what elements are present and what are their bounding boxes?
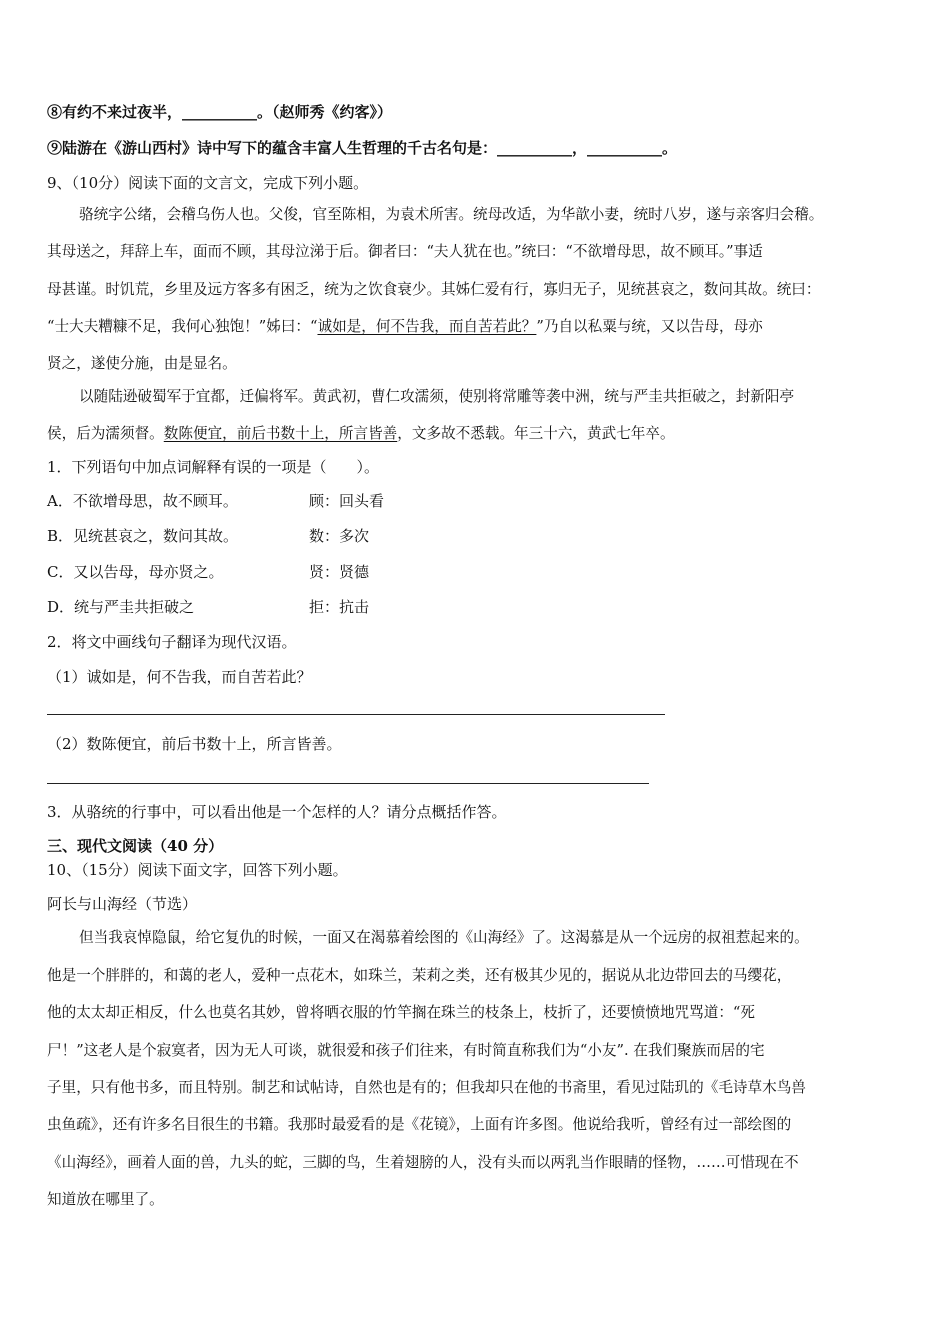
q10-line-4: 尸！”这老人是个寂寞者，因为无人可谈，就很爱和孩子们往来，有时简直称我们为“小友”. 在我们聚族而居的宅: [47, 1042, 765, 1059]
q9-para1-line5: 贤之，遂使分施，由是显名。: [47, 355, 237, 372]
q9-para2-line1: 以随陆逊破蜀军于宜都，迁偏将军。黄武初，曹仁攻濡须，使别将常雕等袭中洲，统与严圭共拒破之，封新阳亭: [79, 388, 795, 405]
underlined-sentence-1: 诚如是，何不告我，而自苦若此？: [317, 318, 537, 335]
q9-para1-line2: 其母送之，拜辞上车，面而不顾，其母泣涕于后。御者曰：“夫人犹在也。”统曰：“不欲增母思，故不顾耳。”事适: [47, 243, 763, 260]
q9-sub2-question: 2．将文中画线句子翻译为现代汉语。: [47, 633, 297, 651]
q9-para2-line2: 侯，后为濡须督。数陈便宜，前后书数十上，所言皆善，文多故不悉载。年三十六，黄武七年卒。: [47, 425, 675, 442]
q10-line-3: 他的太太却正相反，什么也莫名其妙，曾将晒衣服的竹竿搁在珠兰的枝条上，枝折了，还要愤愤地咒骂道：“死: [47, 1004, 755, 1021]
q9-sub3-question: 3．从骆统的行事中，可以看出他是一个怎样的人？请分点概括作答。: [47, 803, 507, 821]
option-a: A．不欲增母思，故不顾耳。: [47, 492, 238, 510]
q9-sub1-question: 1．下列语句中加点词解释有误的一项是（ ）。: [47, 458, 380, 476]
q9-para1-line3: 母甚谨。时饥荒，乡里及远方客多有困乏，统为之饮食衰少。其姊仁爱有行，寡归无子，见统甚哀之，数问其故。统曰：: [47, 281, 821, 298]
q9-para1-line1: 骆统字公绪，会稽乌伤人也。父俊，官至陈相，为袁术所害。统母改适，为华歆小妻，统时八岁，遂与亲客归会稽。: [79, 206, 824, 223]
option-d: D．统与严圭共拒破之: [47, 598, 195, 616]
option-c: C．又以告母，母亦贤之。: [47, 563, 224, 581]
answer-line-2[interactable]: [47, 783, 649, 784]
underlined-sentence-2: 数陈便宜，前后书数十上，所言皆善: [163, 425, 398, 442]
section-3-title: 三、现代文阅读（40 分）: [47, 837, 224, 855]
fill-blank-item-8: ⑧有约不来过夜半，__________。（赵师秀《约客》）: [47, 103, 393, 121]
q10-line-8: 知道放在哪里了。: [47, 1191, 164, 1208]
option-d-meaning: 拒：抗击: [309, 598, 370, 616]
option-b-meaning: 数：多次: [309, 527, 370, 545]
q9-sub2-part1: （1）诚如是，何不告我，而自苦若此？: [47, 668, 312, 686]
q10-line-5: 子里，只有他书多，而且特别。制艺和试帖诗，自然也是有的；但我却只在他的书斋里，看见过陆玑的《毛诗草木鸟兽: [47, 1079, 806, 1096]
option-a-meaning: 顾：回头看: [309, 492, 385, 510]
q10-line-2: 他是一个胖胖的，和蔼的老人，爱种一点花木，如珠兰，茉莉之类，还有极其少见的，据说从北边带回去的马缨花，: [47, 967, 792, 984]
q10-text-title: 阿长与山海经（节选）: [47, 895, 198, 913]
option-b: B．见统甚哀之，数问其故。: [47, 527, 239, 545]
option-c-meaning: 贤：贤德: [309, 563, 370, 581]
q10-line-1: 但当我哀悼隐鼠，给它复仇的时候，一面又在渴慕着绘图的《山海经》了。这渴慕是从一个远房的叔祖惹起来的。: [79, 929, 809, 946]
q10-header: 10、（15分）阅读下面文字，回答下列小题。: [47, 861, 348, 879]
q10-line-7: 《山海经》，画着人面的兽，九头的蛇，三脚的鸟，生着翅膀的人，没有头而以两乳当作眼睛的怪物，……可惜现在不: [47, 1154, 799, 1171]
fill-blank-item-9: ⑨陆游在《游山西村》诗中写下的蕴含丰富人生哲理的千古名句是：__________，__________。: [47, 139, 678, 157]
answer-line-1[interactable]: [47, 714, 665, 715]
q10-line-6: 虫鱼疏》，还有许多名目很生的书籍。我那时最爱看的是《花镜》，上面有许多图。他说给我听，曾经有过一部绘图的: [47, 1116, 792, 1133]
q9-header: 9、（10分）阅读下面的文言文，完成下列小题。: [47, 174, 369, 192]
q9-para1-line4: “士大夫糟糠不足，我何心独饱！”姊曰：“诚如是，何不告我，而自苦若此？”乃自以私粟与统，又以告母，母亦: [47, 318, 763, 335]
q9-sub2-part2: （2）数陈便宜，前后书数十上，所言皆善。: [47, 735, 342, 753]
